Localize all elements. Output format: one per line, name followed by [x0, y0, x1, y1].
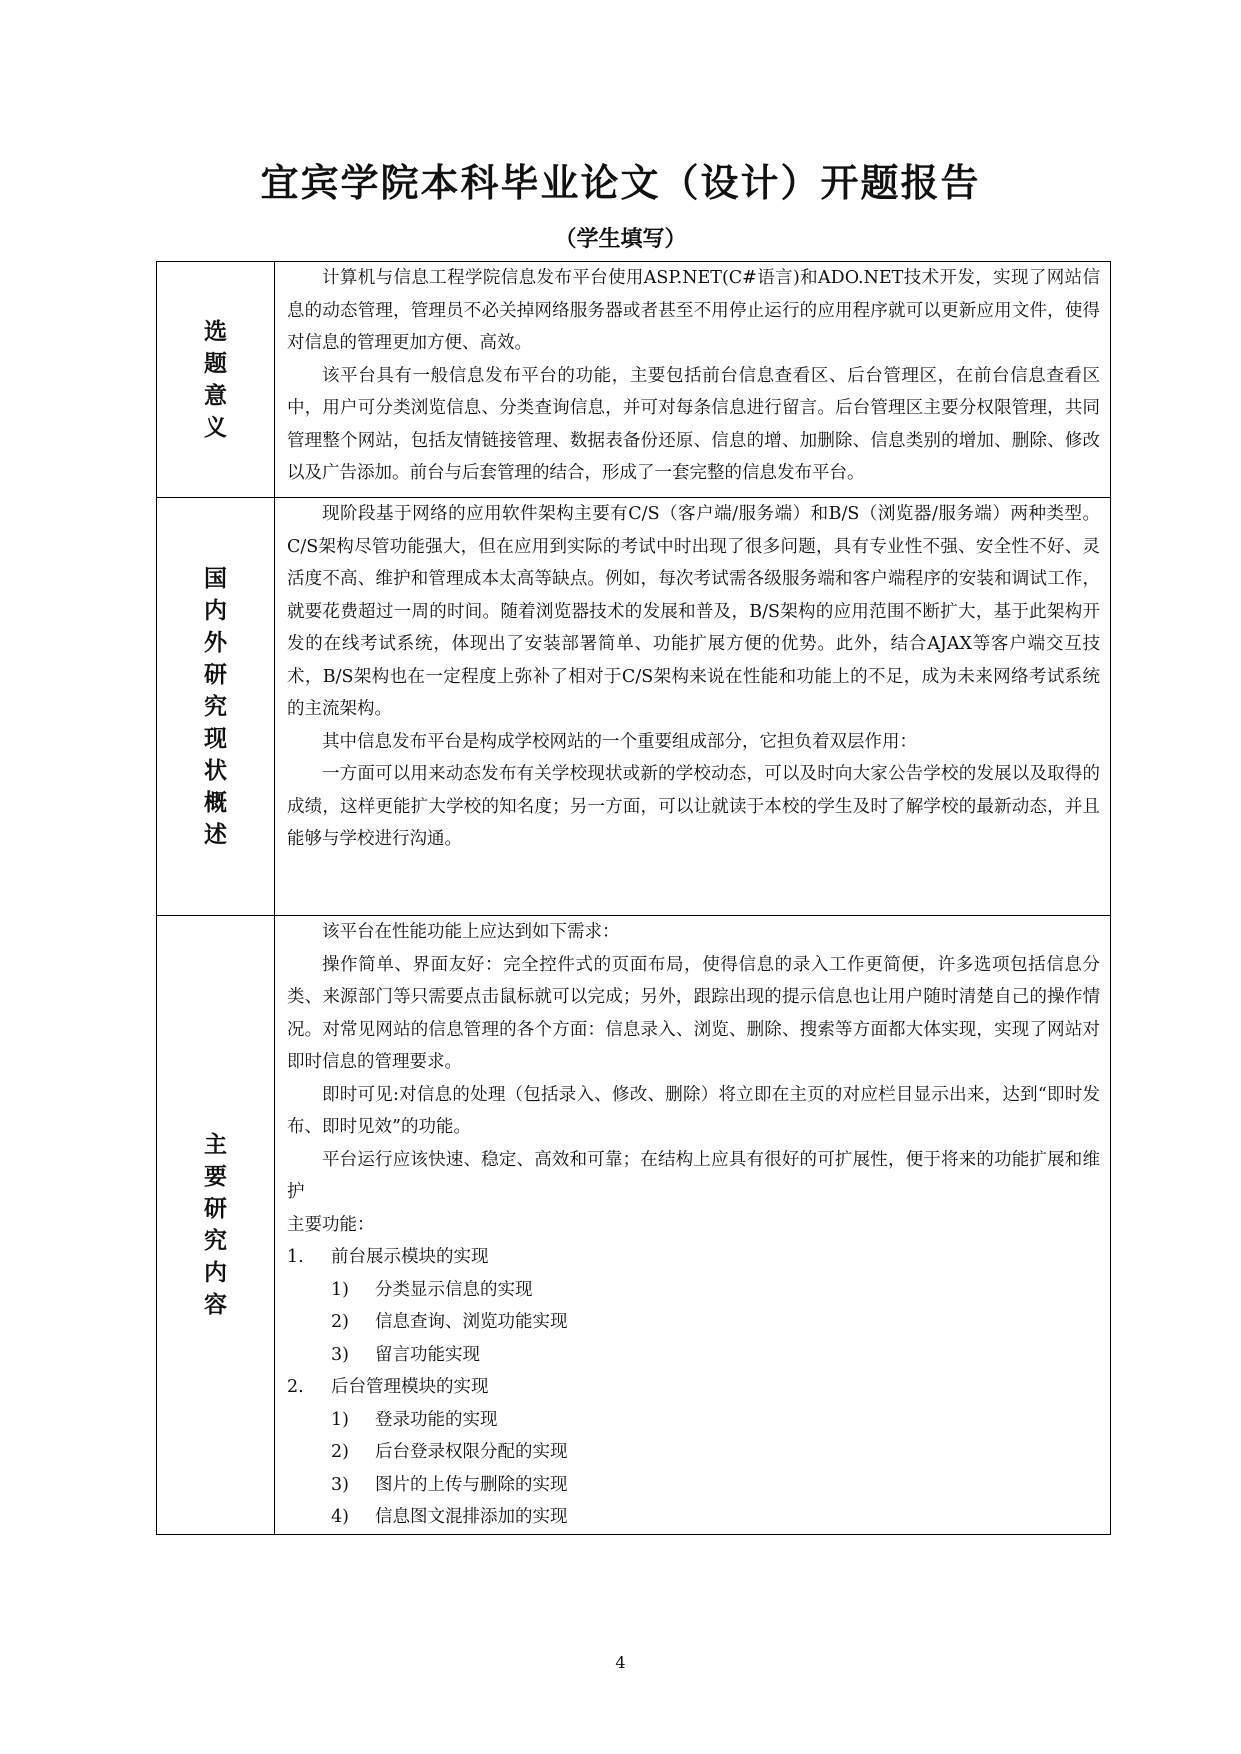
function-item [287, 1404, 1100, 1437]
document-title: 宜宾学院本科毕业论文（设计）开题报告 [260, 161, 981, 205]
section-row-significance [157, 262, 1111, 498]
module-name: 前台展示模块的实现 [331, 1247, 489, 1267]
section-label: 选题意义 [204, 318, 227, 441]
section-row-research-content [157, 916, 1111, 1535]
function-text: 信息查询、浏览功能实现 [375, 1312, 568, 1332]
function-text: 登录功能的实现 [375, 1409, 498, 1430]
function-number: 3) [331, 1474, 349, 1495]
section-content [275, 916, 1111, 1535]
paragraph: 操作简单、界面友好：完全控件式的页面布局，使得信息的录入工作更简便，许多选项包括信息分类、来源部门等只需要点击鼠标就可以完成；另外，跟踪出现的提示信息也让用户随时清楚自己的操作情况。对常见网站的信息管理的各个方面：信息录入、浏览、删除、搜索等方面都大体实现，实现了网站对即时信息的管理要求。 [287, 954, 1100, 1072]
paragraph: 该平台具有一般信息发布平台的功能，主要包括前台信息查看区、后台管理区，在前台信息查看区中，用户可分类浏览信息、分类查询信息，并可对每条信息进行留言。后台管理区主要分权限管理，共同管理整个网站，包括友情链接管理、数据表备份还原、信息的增、加删除、信息类别的增加、删除、修改以及广告添加。前台与后套管理的结合，形成了一套完整的信息发布平台。 [287, 365, 1100, 483]
function-item [287, 1501, 1100, 1534]
function-number: 2) [331, 1312, 349, 1332]
page-number: 4 [615, 1653, 626, 1672]
function-item [287, 1436, 1100, 1469]
module-item [287, 1241, 1100, 1274]
function-item [287, 1339, 1100, 1372]
paragraph: 现阶段基于网络的应用软件架构主要有C/S（客户端/服务端）和B/S（浏览器/服务端）两种类型。C/S架构尽管功能强大，但在应用到实际的考试中时出现了很多问题，具有专业性不强、安全性不好、灵活度不高、维护和管理成本太高等缺点。例如，每次考试需各级服务端和客户端程序的安装和调试工作，就要花费超过一周的时间。随着浏览器技术的发展和普及，B/S架构的应用范围不断扩大，基于此架构开发的在线考试系统，体现出了安装部署简单、功能扩展方便的优势。此外，结合AJAX等客户端交互技术，B/S架构也在一定程度上弥补了相对于C/S架构来说在性能和功能上的不足，成为未来网络考试系统的主流架构。 [287, 504, 1100, 719]
section-content [275, 262, 1111, 498]
section-row-research-status [157, 498, 1111, 916]
functions-heading: 主要功能： [287, 1214, 375, 1235]
section-label: 国内外研究现状概述 [204, 565, 227, 848]
proposal-table [156, 261, 1111, 1535]
function-number: 3) [331, 1344, 349, 1365]
module-number: 1. [287, 1247, 304, 1267]
module-name: 后台管理模块的实现 [331, 1377, 489, 1397]
function-item [287, 1469, 1100, 1502]
section-label: 主要研究内容 [204, 1131, 227, 1318]
function-item [287, 1274, 1100, 1307]
document-subtitle: （学生填写） [554, 227, 687, 252]
function-number: 4) [331, 1507, 349, 1527]
function-text: 留言功能实现 [375, 1344, 480, 1365]
function-number: 1) [331, 1409, 349, 1430]
module-number: 2. [287, 1377, 304, 1397]
paragraph: 其中信息发布平台是构成学校网站的一个重要组成部分，它担负着双层作用： [322, 731, 917, 752]
function-number: 1) [331, 1279, 349, 1300]
section-label-cell [157, 262, 275, 498]
module-item [287, 1371, 1100, 1404]
function-text: 信息图文混排添加的实现 [375, 1507, 568, 1527]
paragraph: 该平台在性能功能上应达到如下需求： [322, 922, 620, 942]
function-number: 2) [331, 1442, 349, 1462]
function-text: 后台登录权限分配的实现 [375, 1442, 568, 1462]
function-item [287, 1306, 1100, 1339]
section-label-cell [157, 498, 275, 916]
paragraph: 计算机与信息工程学院信息发布平台使用ASP.NET(C#语言)和ADO.NET技术开发，实现了网站信息的动态管理，管理员不必关掉网络服务器或者甚至不用停止运行的应用程序就可以更新应用文件，使得对信息的管理更加方便、高效。 [287, 268, 1100, 353]
section-label-cell [157, 916, 275, 1535]
function-text: 图片的上传与删除的实现 [375, 1474, 568, 1495]
function-text: 分类显示信息的实现 [375, 1279, 533, 1300]
section-content [275, 498, 1111, 916]
paragraph: 一方面可以用来动态发布有关学校现状或新的学校动态，可以及时向大家公告学校的发展以及取得的成绩，这样更能扩大学校的知名度；另一方面，可以让就读于本校的学生及时了解学校的最新动态，并且能够与学校进行沟通。 [287, 764, 1100, 849]
paragraph: 平台运行应该快速、稳定、高效和可靠；在结构上应具有很好的可扩展性，便于将来的功能扩展和维护 [287, 1149, 1100, 1202]
paragraph: 即时可见:对信息的处理（包括录入、修改、删除）将立即在主页的对应栏目显示出来，达到“即时发布、即时见效”的功能。 [287, 1084, 1100, 1137]
